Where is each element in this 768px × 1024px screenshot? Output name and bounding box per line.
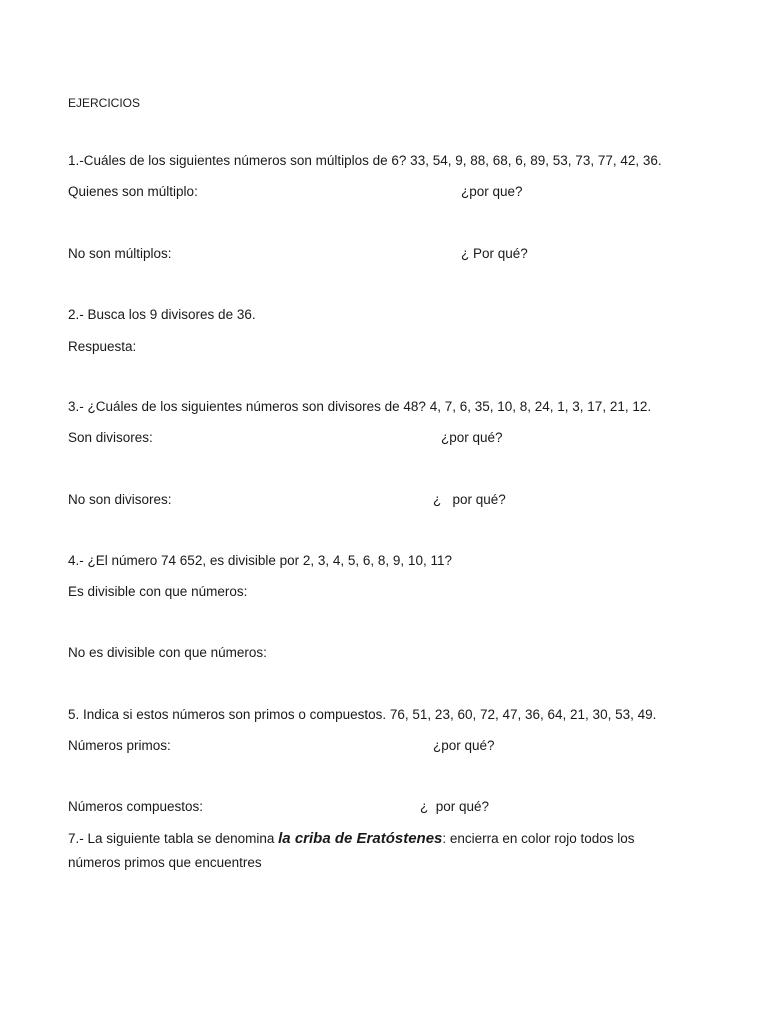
q5-composite-label: Números compuestos:	[68, 799, 204, 814]
q3-divisors-label: Son divisores:	[68, 430, 153, 445]
q1-multiples-why: ¿por que?	[461, 184, 523, 199]
q1-non-multiples-why: ¿ Por qué?	[461, 246, 528, 261]
q5-primes-why: ¿por qué?	[433, 738, 495, 753]
q3-non-divisors-why: ¿ por qué?	[433, 492, 506, 507]
q3-divisors-why: ¿por qué?	[441, 430, 503, 445]
q1-question: 1.-Cuáles de los siguientes números son múltiplos de 6? 33, 54, 9, 88, 68, 6, 89, 53, 73, 77, 42, 36.	[68, 153, 662, 168]
q7-emphasis: la criba de Eratóstenes	[278, 830, 443, 847]
q1-multiples-label: Quienes son múltiplo:	[68, 184, 198, 199]
q4-not-divisible-label: No es divisible con que números:	[68, 645, 267, 660]
q2-question: 2.- Busca los 9 divisores de 36.	[68, 307, 256, 322]
q2-answer-label: Respuesta:	[68, 339, 137, 354]
q5-composite-why: ¿ por qué?	[420, 799, 490, 814]
q3-non-divisors-label: No son divisores:	[68, 492, 172, 507]
q7-prefix: 7.- La siguiente tabla se denomina	[68, 831, 279, 846]
q7-question	[68, 831, 635, 847]
worksheet-title: EJERCICIOS	[68, 96, 141, 110]
q4-question: 4.- ¿El número 74 652, es divisible por 2, 3, 4, 5, 6, 8, 9, 10, 11?	[68, 553, 452, 568]
q5-primes-label: Números primos:	[68, 738, 171, 753]
q3-question: 3.- ¿Cuáles de los siguientes números son divisores de 48? 4, 7, 6, 35, 10, 8, 24, 1, 3, 17, 21, 12.	[68, 399, 652, 414]
q4-divisible-label: Es divisible con que números:	[68, 584, 248, 599]
q1-non-multiples-label: No son múltiplos:	[68, 246, 172, 261]
q7-suffix: : encierra en color rojo todos los	[442, 831, 635, 846]
q5-question: 5. Indica si estos números son primos o compuestos. 76, 51, 23, 60, 72, 47, 36, 64, 21, 30, 53, 49.	[68, 707, 657, 722]
q7-line2: números primos que encuentres	[68, 855, 262, 870]
